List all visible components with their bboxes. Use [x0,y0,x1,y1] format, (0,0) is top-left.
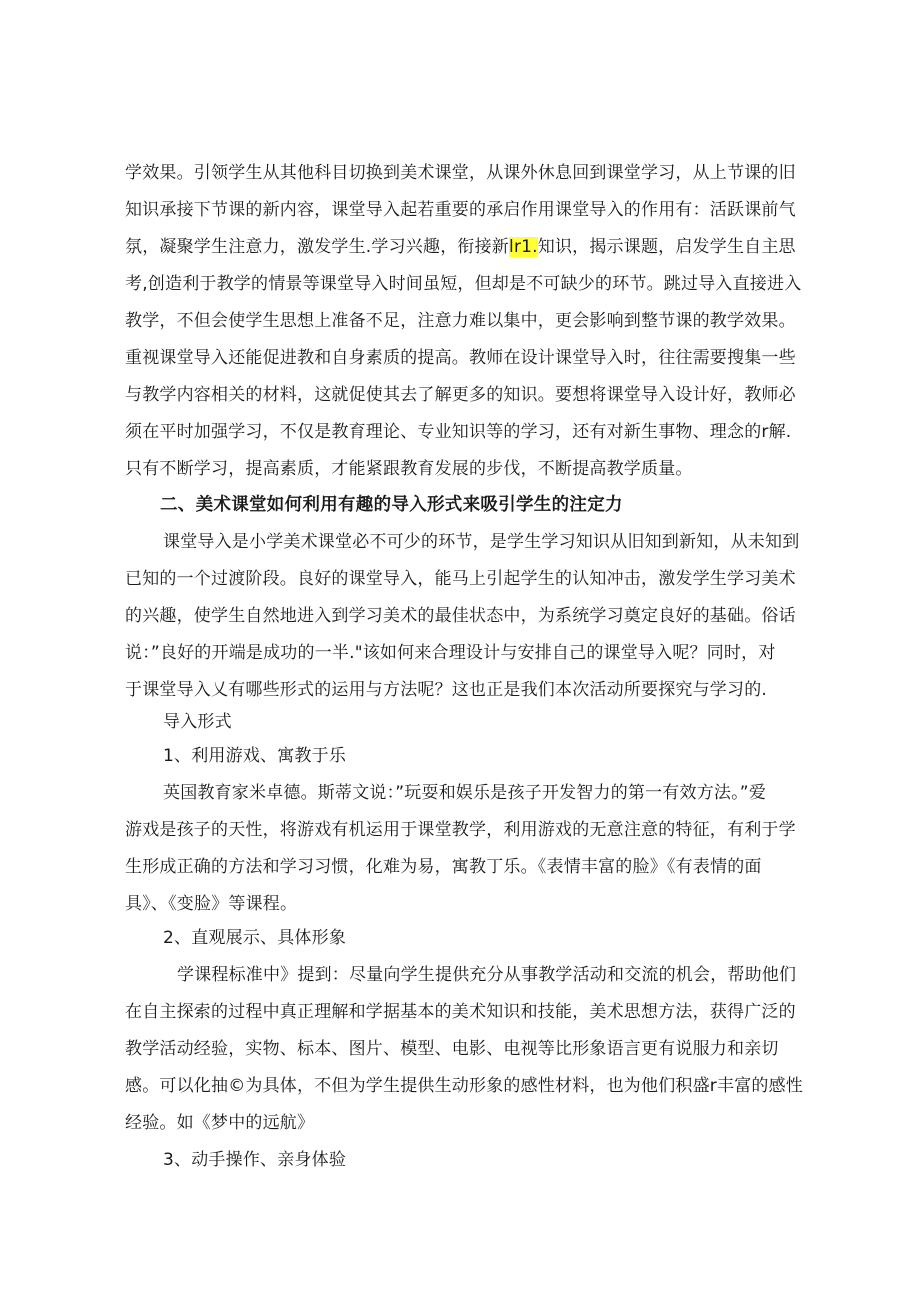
item-title: 2、直观展示、具体形象 [163,928,347,948]
paragraph-line: 须在平时加强学习，不仅是教育理论、专业知识等的学习，还有对新生事物、理念的r解. [125,422,792,442]
paragraph-line: 生形成正确的方法和学习习惯，化难为易，寓教丁乐。《表情丰富的脸》《有表情的面 [125,857,762,877]
paragraph-line: 说：”良好的开端是成功的一半."该如何来合理设计与安排自己的课堂导入呢？同时，对 [125,643,776,663]
highlighted-text: lr1. [509,237,538,257]
paragraph-line: 教学活动经验，实物、标本、图片、模型、电影、电视等比形象语言更有说服力和亲切 [125,1039,779,1059]
section-heading: 二、美术课堂如何利用有趣的导入形式来吸引学生的注定力 [160,495,623,515]
paragraph-line [125,237,796,257]
text-run: 知识，揭示课题，启发学生自主思 [537,237,796,257]
paragraph-line: 学课程标准中》提到：尽量向学生提供充分从事教学活动和交流的机会，帮助他们 [177,965,797,985]
paragraph-line: 的兴趣，使学生自然地进入到学习美术的最佳状态中，为系统学习奠定良好的基础。俗话 [125,606,796,626]
text-run: 氛，凝聚学生注意力，激发学生.学习兴趣，衔接新 [125,237,510,257]
paragraph-line: 只有不断学习，提高素质，才能紧跟教育发展的步伐，不断提高教学质量。 [125,459,693,479]
paragraph-line: 于课堂导入乂有哪些形式的运用与方法呢？这也正是我们本次活动所要探究与学习的. [125,680,768,700]
paragraph-line: 游戏是孩子的天性，将游戏有机运用于课堂教学，利用游戏的无意注意的特征，有利于学 [125,820,796,840]
paragraph-line: 在自主探索的过程中真正理解和学据基本的美术知识和技能，美术思想方法，获得广泛的 [125,1002,796,1022]
paragraph-line: 课堂导入是小学美术课堂必不可少的环节，是学生学习知识从旧知到新知，从未知到 [163,532,800,552]
item-title: 3、动手操作、亲身体验 [163,1150,347,1170]
paragraph-line: 英国教育家米卓德。斯蒂文说：”玩耍和娱乐是孩子开发智力的第一有效方法。”爱 [163,783,767,803]
paragraph-line: 知识承接下节课的新内容，课堂导入起若重要的承启作用课堂导入的作用有：活跃课前气 [125,200,796,220]
paragraph-line: 已知的一个过渡阶段。良好的课堂导入，能马上引起学生的认知冲击，激发学生学习美术 [125,569,796,589]
paragraph-line: 经验。如《梦中的远航》 [125,1113,315,1133]
subsection-label: 导入形式 [163,712,232,732]
paragraph-line: 考,创造利于教学的情景等课堂导入时间虽短，但却是不可缺少的环节。跳过导入直接进入 [125,274,802,294]
paragraph-line: 重视课堂导入还能促进教和自身素质的提高。教师在设计课堂导入时，往往需要搜集一些 [125,348,796,368]
paragraph-line: 具》、《变脸》等课程。 [125,894,298,914]
paragraph-line: 学效果。引领学生从其他科目切换到美术课堂，从课外休息回到课堂学习，从上节课的旧 [125,163,796,183]
item-title: 1、利用游戏、寓教于乐 [163,746,347,766]
paragraph-line: 教学，不但会使学生思想上准备不足，注意力难以集中，更会影响到整节课的教学效果。 [125,311,796,331]
paragraph-line: 感。可以化抽©为具体，不但为学生提供生动形象的感性材料，也为他们积盛r丰富的感性 [125,1076,803,1096]
paragraph-line: 与教学内容相关的材料，这就促使其去了解更多的知识。要想将课堂导入设计好，教师必 [125,385,796,405]
